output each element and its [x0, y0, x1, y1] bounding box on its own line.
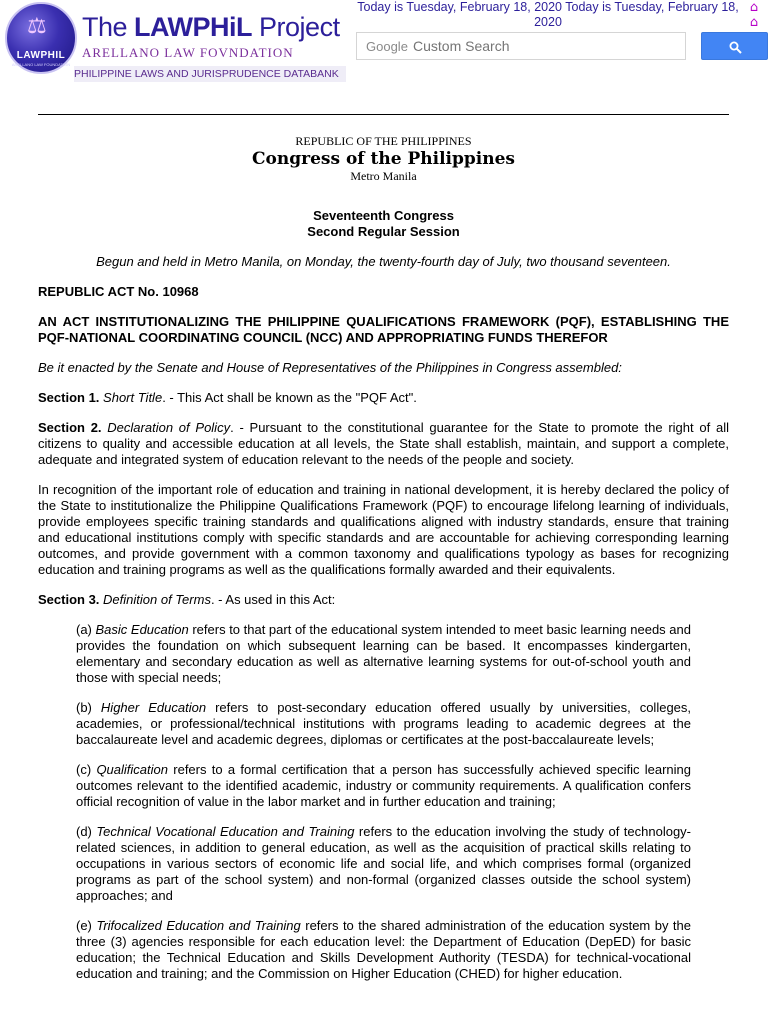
item-marker: (e) — [76, 918, 97, 933]
item-term: Qualification — [96, 762, 168, 777]
search-icon — [729, 41, 742, 54]
republic-heading: REPUBLIC OF THE PHILIPPINES — [295, 134, 472, 148]
section-label: Section 3. — [38, 592, 100, 607]
logo-subtext: ARELLANO LAW FOUNDATION — [11, 62, 71, 67]
logo-text: LAWPHIL — [16, 50, 66, 61]
section-heading: Definition of Terms — [103, 592, 211, 607]
item-text: refers to post-secondary education offered usually by universities, colleges, academies, or professional/technical institutions with programs leading to academic degrees at the baccalaureate level and academic degrees, diplomas or certificates at the post-baccalaureate levels; — [76, 700, 692, 747]
divider — [38, 114, 729, 115]
site-tagline: PHILIPPINE LAWS AND JURISPRUDENCE DATABANK — [74, 66, 346, 82]
item-marker: (a) — [76, 622, 96, 637]
section-text: . - As used in this Act: — [210, 592, 336, 607]
title-prefix: The — [82, 12, 135, 42]
section-3 — [38, 592, 729, 608]
section-label: Section 2. — [38, 420, 102, 435]
home-icon[interactable]: ⌂ — [749, 15, 759, 30]
search-input[interactable] — [356, 32, 686, 60]
section-text: . - This Act shall be known as the "PQF Act". — [162, 390, 417, 405]
definition-item — [76, 918, 691, 982]
scales-icon: ⚖ — [27, 14, 47, 39]
home-icon[interactable]: ⌂ — [749, 0, 759, 15]
site-subtitle: ARELLANO LAW FOVNDATION — [82, 45, 294, 60]
section-heading: Short Title — [103, 390, 163, 405]
item-text: refers to that part of the educational system intended to meet basic learning needs and provides the foundation on which subsequent learning can be based. It encompasses kindergarten, elementary and secondary education as well as alternative learning systems for out-of-school youth and those with special needs; — [76, 622, 691, 685]
site-header — [0, 0, 768, 88]
item-text: refers to a formal certification that a person has successfully achieved specific learning outcomes relevant to the identified academic, industry or community requirements. A qualification confers official recognition of value in the labor market and in further education and training; — [76, 762, 691, 809]
item-term: Higher Education — [100, 700, 207, 715]
site-title[interactable] — [82, 14, 340, 41]
item-marker: (b) — [76, 700, 101, 715]
search-button[interactable] — [701, 32, 768, 60]
enacting-clause: Be it enacted by the Senate and House of Representatives of the Philippines in Congress assembled: — [38, 360, 622, 375]
session-heading — [38, 208, 729, 240]
date-text: Today is Tuesday, February 18, 2020 Today is Tuesday, February 18, 2020 — [357, 0, 739, 29]
section-label: Section 1. — [38, 390, 100, 405]
definition-item — [76, 622, 691, 686]
section-heading: Declaration of Policy — [107, 420, 231, 435]
item-text: refers to the shared administration of the education system by the three (3) agencies responsible for each education level: the Department of Education (DepED) for basic education; the Technical Education and Skills Development Authority (TESDA) for technical-vocational education and training; and the Commission on Higher Education (CHED) for higher education. — [76, 918, 691, 981]
definition-item — [76, 824, 691, 904]
title-suffix: Project — [252, 12, 340, 42]
item-marker: (d) — [76, 824, 97, 839]
item-marker: (c) — [76, 762, 97, 777]
section-2-paragraph: In recognition of the important role of education and training in national development, it is hereby declared the policy of the State to institutionalize the Philippine Qualifications Framework (PQF) to encourage lifelong learning of individuals, provide employees specific training standards and qualifications aligned with industry standards, ensure that training and educational institutions comply with specific standards and are accountable for achieving corresponding learning outcomes, and provide government with a common taxonomy and qualifications typology as bases for recognizing education and training programs as well as the qualifications formally awarded and their equivalents. — [38, 482, 729, 577]
city-heading: Metro Manila — [350, 169, 417, 183]
congress-number: Seventeenth Congress — [313, 208, 454, 223]
section-text: . - Pursuant to the constitutional guarantee for the State to promote the right of all citizens to quality and accessible education at all levels, the State shall establish, maintain, and support a complete, adequate and integrated system of education relevant to the needs of the people and society. — [38, 420, 729, 467]
item-term: Technical Vocational Education and Training — [96, 824, 355, 839]
act-title: AN ACT INSTITUTIONALIZING THE PHILIPPINE QUALIFICATIONS FRAMEWORK (PQF), ESTABLISHING THE PQF-NATIONAL COORDINATING COUNCIL (NCC) AND APPROPRIATING FUNDS THEREFOR — [38, 314, 729, 345]
google-brand-label: Google — [366, 39, 408, 54]
section-2 — [38, 420, 729, 468]
document-body — [38, 134, 729, 982]
item-text: refers to the education involving the study of technology-related sciences, in addition to general education, as well as the acquisition of practical skills relating to occupations in various sectors of economic life and social life, and which comprises formal (organized programs as part of the school system) and non-formal (organized classes outside the school system) approaches; and — [76, 824, 692, 903]
section-1 — [38, 390, 729, 406]
title-brand: LAWPHiL — [134, 12, 253, 42]
item-term: Trifocalized Education and Training — [96, 918, 301, 933]
definition-item — [76, 700, 691, 748]
lawphil-logo[interactable] — [5, 2, 77, 74]
congress-heading: Congress of the Philippines — [252, 149, 515, 169]
home-links — [746, 0, 766, 30]
session-name: Second Regular Session — [307, 224, 460, 239]
definition-item — [76, 762, 691, 810]
act-number: REPUBLIC ACT No. 10968 — [38, 284, 199, 299]
begun-text: Begun and held in Metro Manila, on Monday, the twenty-fourth day of July, two thousand seventeen. — [96, 254, 671, 269]
item-term: Basic Education — [95, 622, 189, 637]
